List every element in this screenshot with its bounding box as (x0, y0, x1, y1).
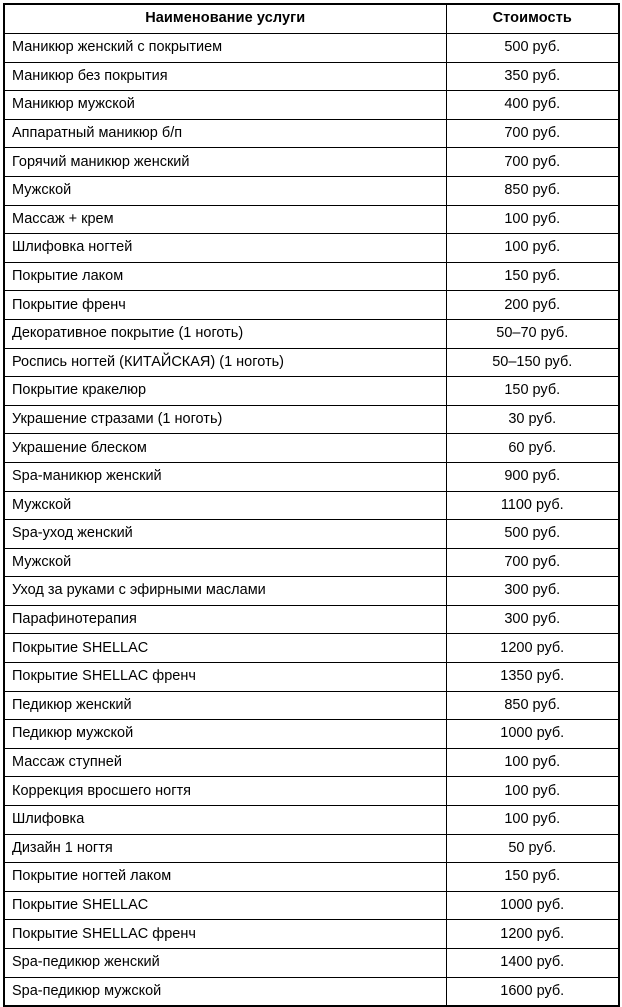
cell-service-price: 60 руб. (446, 434, 619, 463)
cell-service-price: 1200 руб. (446, 634, 619, 663)
table-row (4, 806, 619, 835)
cell-service-price: 100 руб. (446, 205, 619, 234)
table-row (4, 691, 619, 720)
cell-service-price: 50–150 руб. (446, 348, 619, 377)
table-header (4, 4, 619, 34)
table-row (4, 920, 619, 949)
cell-service-name: Парафинотерапия (4, 605, 446, 634)
cell-service-name: Покрытие кракелюр (4, 377, 446, 406)
table-row (4, 605, 619, 634)
cell-service-name: Украшение блеском (4, 434, 446, 463)
cell-service-price: 700 руб. (446, 148, 619, 177)
cell-service-price: 900 руб. (446, 462, 619, 491)
cell-service-price: 50–70 руб. (446, 319, 619, 348)
table-row (4, 234, 619, 263)
cell-service-name: Педикюр женский (4, 691, 446, 720)
cell-service-name: Шлифовка ногтей (4, 234, 446, 263)
cell-service-price: 500 руб. (446, 520, 619, 549)
table-row (4, 577, 619, 606)
cell-service-name: Мужской (4, 176, 446, 205)
cell-service-name: Покрытие SHELLAC (4, 634, 446, 663)
cell-service-name: Мужской (4, 491, 446, 520)
cell-service-name: Spa-маникюр женский (4, 462, 446, 491)
table-row (4, 291, 619, 320)
cell-service-name: Мужской (4, 548, 446, 577)
cell-service-price: 850 руб. (446, 176, 619, 205)
table-row (4, 748, 619, 777)
cell-service-price: 1350 руб. (446, 663, 619, 692)
table-header-row (4, 4, 619, 34)
cell-service-name: Массаж + крем (4, 205, 446, 234)
cell-service-name: Педикюр мужской (4, 720, 446, 749)
cell-service-name: Покрытие френч (4, 291, 446, 320)
table-body (4, 34, 619, 1007)
cell-service-name: Маникюр женский с покрытием (4, 34, 446, 63)
table-row (4, 462, 619, 491)
table-row (4, 548, 619, 577)
cell-service-name: Уход за руками с эфирными маслами (4, 577, 446, 606)
table-row (4, 891, 619, 920)
table-row (4, 176, 619, 205)
cell-service-price: 100 руб. (446, 806, 619, 835)
table-row (4, 62, 619, 91)
table-row (4, 720, 619, 749)
cell-service-price: 500 руб. (446, 34, 619, 63)
column-header-service: Наименование услуги (4, 4, 446, 34)
table-row (4, 834, 619, 863)
cell-service-name: Дизайн 1 ногтя (4, 834, 446, 863)
cell-service-price: 400 руб. (446, 91, 619, 120)
cell-service-name: Покрытие SHELLAC френч (4, 663, 446, 692)
cell-service-price: 850 руб. (446, 691, 619, 720)
cell-service-price: 100 руб. (446, 748, 619, 777)
table-row (4, 119, 619, 148)
cell-service-price: 300 руб. (446, 577, 619, 606)
table-row (4, 520, 619, 549)
table-row (4, 34, 619, 63)
cell-service-name: Декоративное покрытие (1 ноготь) (4, 319, 446, 348)
cell-service-name: Горячий маникюр женский (4, 148, 446, 177)
cell-service-price: 1200 руб. (446, 920, 619, 949)
cell-service-name: Массаж ступней (4, 748, 446, 777)
cell-service-price: 150 руб. (446, 262, 619, 291)
cell-service-name: Spa-педикюр женский (4, 949, 446, 978)
column-header-price: Стоимость (446, 4, 619, 34)
table-row (4, 949, 619, 978)
cell-service-price: 300 руб. (446, 605, 619, 634)
cell-service-name: Spa-педикюр мужской (4, 977, 446, 1006)
cell-service-name: Покрытие SHELLAC френч (4, 920, 446, 949)
table-row (4, 777, 619, 806)
table-row (4, 377, 619, 406)
table-row (4, 319, 619, 348)
cell-service-price: 700 руб. (446, 119, 619, 148)
cell-service-price: 200 руб. (446, 291, 619, 320)
cell-service-price: 1100 руб. (446, 491, 619, 520)
cell-service-price: 150 руб. (446, 863, 619, 892)
cell-service-price: 700 руб. (446, 548, 619, 577)
price-list-table (3, 3, 620, 1007)
cell-service-price: 150 руб. (446, 377, 619, 406)
table-row (4, 148, 619, 177)
cell-service-price: 50 руб. (446, 834, 619, 863)
cell-service-name: Покрытие ногтей лаком (4, 863, 446, 892)
cell-service-name: Украшение стразами (1 ноготь) (4, 405, 446, 434)
cell-service-name: Маникюр мужской (4, 91, 446, 120)
cell-service-price: 1600 руб. (446, 977, 619, 1006)
table-row (4, 405, 619, 434)
cell-service-name: Коррекция вросшего ногтя (4, 777, 446, 806)
cell-service-price: 1000 руб. (446, 720, 619, 749)
table-row (4, 634, 619, 663)
cell-service-name: Маникюр без покрытия (4, 62, 446, 91)
cell-service-price: 100 руб. (446, 777, 619, 806)
table-row (4, 977, 619, 1006)
cell-service-name: Покрытие SHELLAC (4, 891, 446, 920)
cell-service-name: Аппаратный маникюр б/п (4, 119, 446, 148)
cell-service-name: Spa-уход женский (4, 520, 446, 549)
table-row (4, 863, 619, 892)
cell-service-price: 1000 руб. (446, 891, 619, 920)
table-row (4, 491, 619, 520)
cell-service-price: 1400 руб. (446, 949, 619, 978)
cell-service-price: 350 руб. (446, 62, 619, 91)
table-row (4, 91, 619, 120)
cell-service-name: Покрытие лаком (4, 262, 446, 291)
table-row (4, 434, 619, 463)
table-row (4, 348, 619, 377)
cell-service-name: Шлифовка (4, 806, 446, 835)
cell-service-price: 30 руб. (446, 405, 619, 434)
cell-service-price: 100 руб. (446, 234, 619, 263)
table-row (4, 262, 619, 291)
table-row (4, 205, 619, 234)
table-row (4, 663, 619, 692)
cell-service-name: Роспись ногтей (КИТАЙСКАЯ) (1 ноготь) (4, 348, 446, 377)
